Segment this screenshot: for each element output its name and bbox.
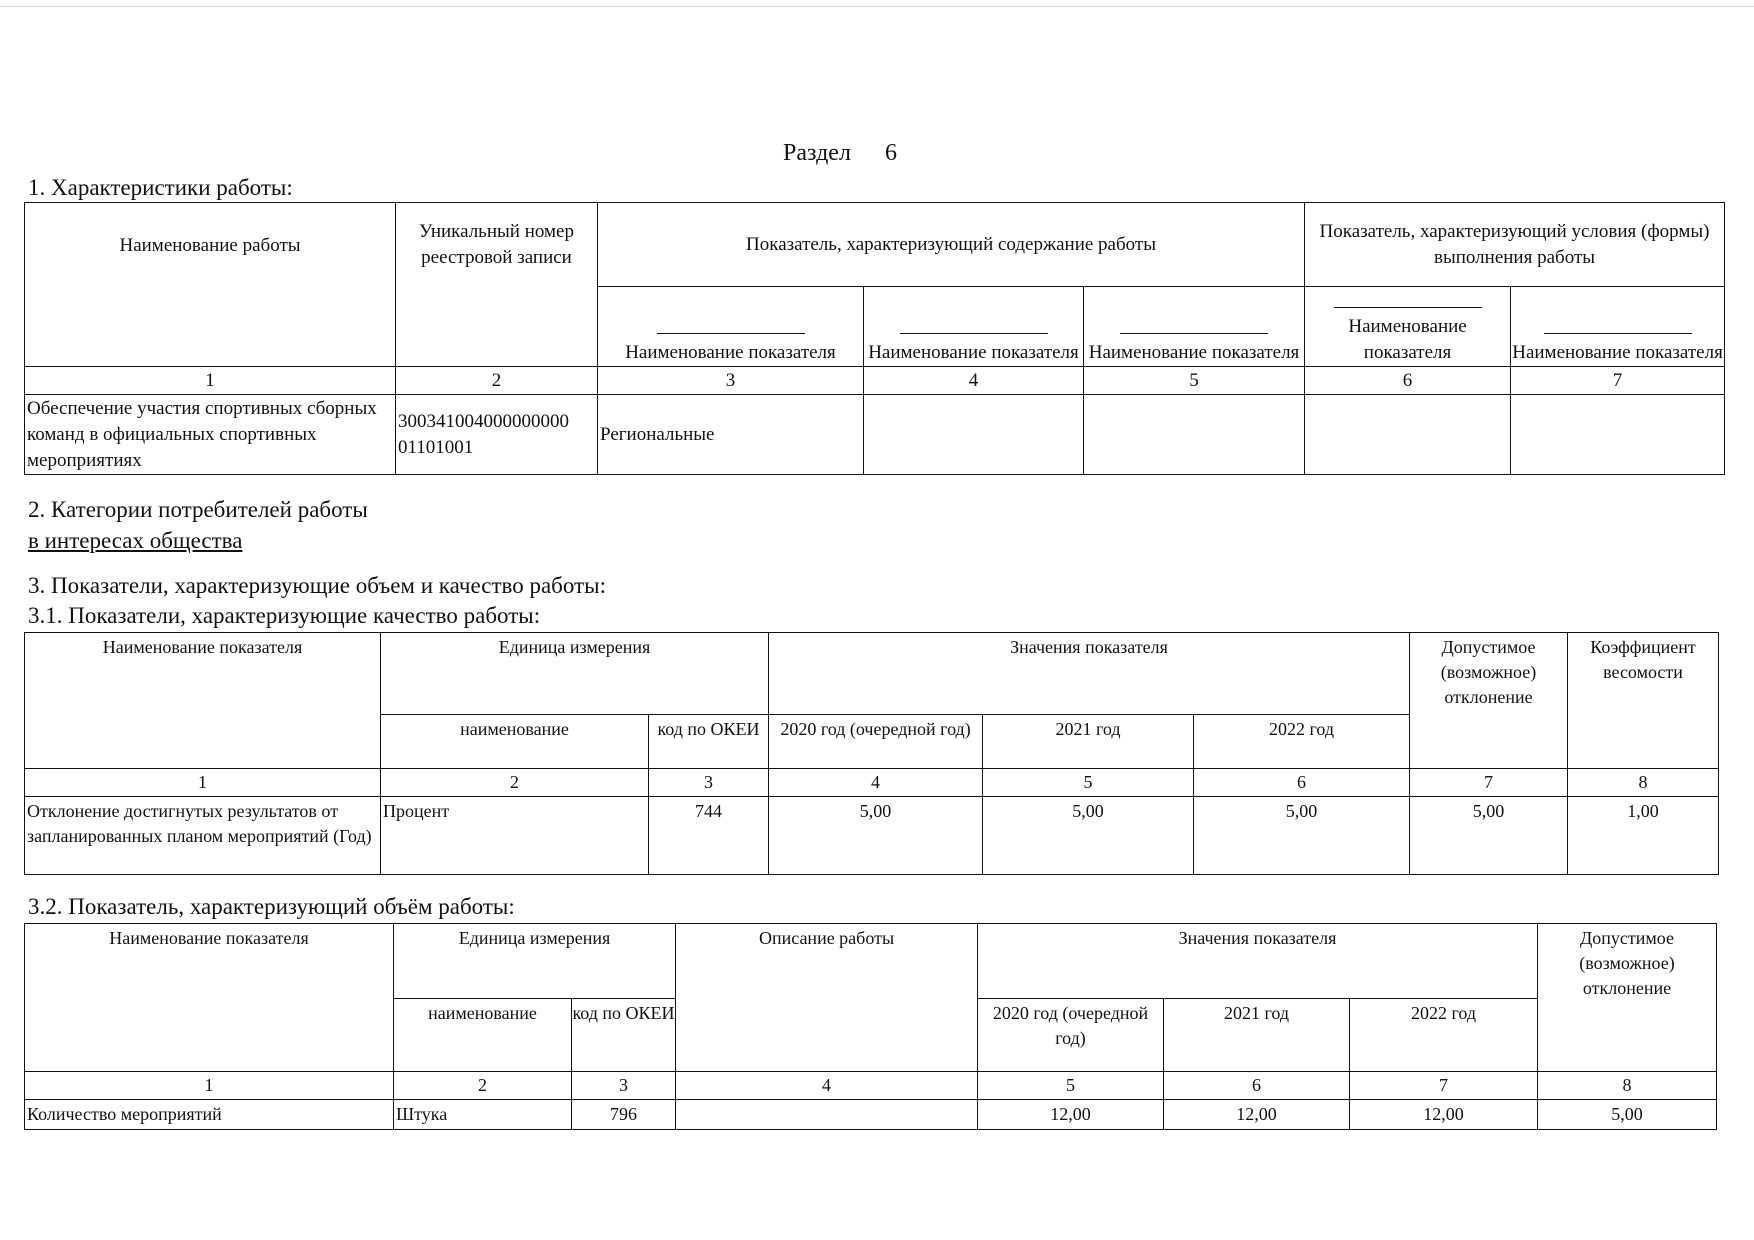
header-content-indicator: Показатель, характеризующий содержание работы (598, 203, 1305, 287)
column-number: 5 (978, 1072, 1164, 1100)
header-unit-name: наименование (381, 715, 649, 769)
cell-description (676, 1100, 978, 1130)
cell-work-name: Обеспечение участия спортивных сборных команд в официальных спортивных мероприятиях (25, 395, 396, 475)
subheader-label: Наименование показателя (1512, 342, 1723, 363)
cell-value-2022: 12,00 (1350, 1100, 1538, 1130)
header-okei-code: код по ОКЕИ (649, 715, 769, 769)
cell-value-2020: 5,00 (769, 797, 983, 875)
work-characteristics-table (24, 202, 1725, 475)
subheader-label: Наименование показателя (868, 342, 1079, 363)
column-number: 6 (1305, 367, 1511, 395)
column-number: 6 (1194, 769, 1410, 797)
scan-top-edge (0, 6, 1754, 7)
part2-title: 2. Категории потребителей работы (28, 497, 368, 522)
header-year-2021: 2021 год (983, 715, 1194, 769)
header-conditions-indicator: Показатель, характеризующий условия (формы) выполнения работы (1305, 203, 1725, 287)
column-number: 7 (1350, 1072, 1538, 1100)
cell-deviation: 5,00 (1538, 1100, 1717, 1130)
header-deviation: Допустимое (возможное) отклонение (1410, 633, 1568, 769)
cell-okei-code: 796 (572, 1100, 676, 1130)
subheader-content-1 (598, 287, 864, 367)
header-deviation: Допустимое (возможное) отклонение (1538, 924, 1717, 1072)
blank-line (1334, 307, 1482, 308)
cell-deviation: 5,00 (1410, 797, 1568, 875)
column-number: 8 (1538, 1072, 1717, 1100)
part3-1-title: 3.1. Показатели, характеризующие качество работы: (28, 603, 541, 628)
header-unit: Единица измерения (394, 924, 676, 999)
column-number: 4 (864, 367, 1084, 395)
header-registry-number: Уникальный номер реестровой записи (396, 203, 598, 367)
consumer-category: в интересах общества (28, 528, 243, 553)
column-number: 8 (1568, 769, 1719, 797)
cell-content-1: Региональные (598, 395, 864, 475)
cell-indicator: Количество мероприятий (25, 1100, 394, 1130)
column-number: 4 (676, 1072, 978, 1100)
cell-unit-name: Штука (394, 1100, 572, 1130)
column-number: 1 (25, 769, 381, 797)
section-number: 6 (884, 140, 897, 166)
volume-indicators-table (24, 923, 1717, 1130)
header-okei-code: код по ОКЕИ (572, 999, 676, 1072)
header-year-2022: 2022 год (1194, 715, 1410, 769)
header-work-name: Наименование работы (25, 203, 396, 367)
header-values: Значения показателя (978, 924, 1538, 999)
column-number: 7 (1511, 367, 1725, 395)
header-values: Значения показателя (769, 633, 1410, 715)
header-year-2021: 2021 год (1164, 999, 1350, 1072)
column-number: 3 (598, 367, 864, 395)
section-label: Раздел (783, 140, 851, 166)
cell-value-2022: 5,00 (1194, 797, 1410, 875)
cell-unit-name: Процент (381, 797, 649, 875)
quality-indicators-table (24, 632, 1719, 875)
cell-value-2021: 5,00 (983, 797, 1194, 875)
part3-2-title: 3.2. Показатель, характеризующий объём работы: (28, 894, 515, 919)
column-number: 1 (25, 367, 396, 395)
column-number: 4 (769, 769, 983, 797)
section-heading (0, 140, 1680, 167)
header-unit-name: наименование (394, 999, 572, 1072)
column-number: 2 (396, 367, 598, 395)
blank-line (900, 333, 1048, 334)
part1-title: 1. Характеристики работы: (28, 175, 293, 200)
column-number: 2 (381, 769, 649, 797)
column-number: 3 (572, 1072, 676, 1100)
cell-value-2021: 12,00 (1164, 1100, 1350, 1130)
part3-title: 3. Показатели, характеризующие объем и качество работы: (28, 573, 606, 598)
subheader-label: Наименование показателя (625, 342, 836, 363)
header-indicator-name: Наименование показателя (25, 924, 394, 1072)
cell-indicator: Отклонение достигнутых результатов от запланированных планом мероприятий (Год) (25, 797, 381, 875)
column-number: 6 (1164, 1072, 1350, 1100)
header-year-2020: 2020 год (очередной год) (769, 715, 983, 769)
blank-line (1120, 333, 1268, 334)
header-description: Описание работы (676, 924, 978, 1072)
column-number: 5 (983, 769, 1194, 797)
cell-registry-number: 300341004000000000 01101001 (396, 395, 598, 475)
header-indicator-name: Наименование показателя (25, 633, 381, 769)
header-year-2020: 2020 год (очередной год) (978, 999, 1164, 1072)
subheader-content-2 (864, 287, 1084, 367)
header-year-2022: 2022 год (1350, 999, 1538, 1072)
column-number: 7 (1410, 769, 1568, 797)
cell-okei-code: 744 (649, 797, 769, 875)
subheader-content-3 (1084, 287, 1305, 367)
subheader-condition-2 (1511, 287, 1725, 367)
subheader-condition-1 (1305, 287, 1511, 367)
header-unit: Единица измерения (381, 633, 769, 715)
cell-content-2 (864, 395, 1084, 475)
cell-condition-1 (1305, 395, 1511, 475)
column-number: 1 (25, 1072, 394, 1100)
cell-weight: 1,00 (1568, 797, 1719, 875)
header-weight: Коэффициент весомости (1568, 633, 1719, 769)
cell-value-2020: 12,00 (978, 1100, 1164, 1130)
cell-condition-2 (1511, 395, 1725, 475)
subheader-label: Наименование показателя (1088, 342, 1300, 363)
cell-content-3 (1084, 395, 1305, 475)
blank-line (1544, 333, 1692, 334)
column-number: 2 (394, 1072, 572, 1100)
column-number: 5 (1084, 367, 1305, 395)
blank-line (657, 333, 805, 334)
column-number: 3 (649, 769, 769, 797)
subheader-label: Наименование показателя (1348, 316, 1467, 363)
